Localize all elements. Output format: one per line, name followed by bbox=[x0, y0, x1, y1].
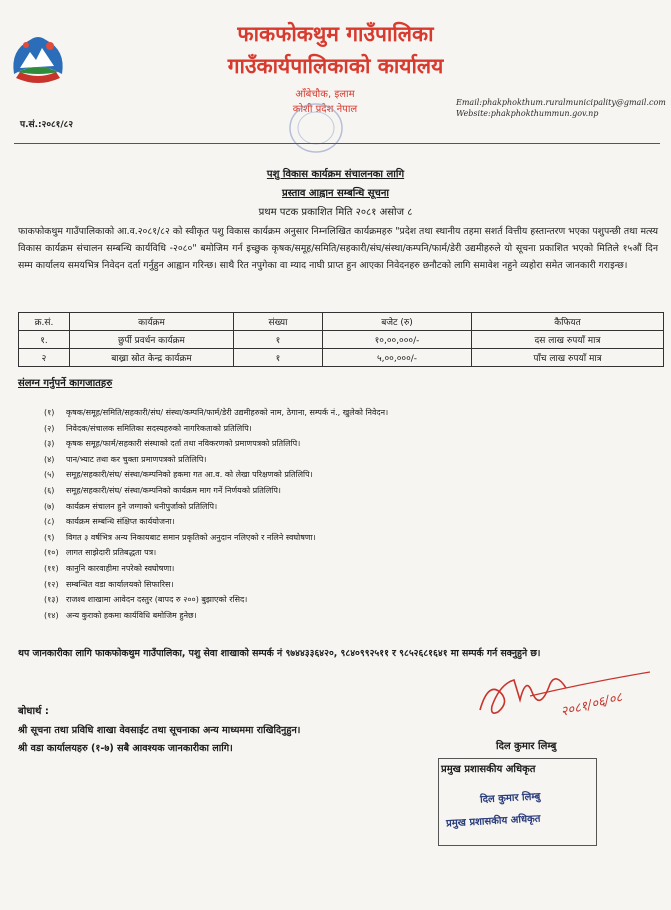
list-item-text: कृषक समूह/फार्म/सहकारी संस्थाको दर्ता तथा नविकरणको प्रमाणपत्रको प्रतिलिपि। bbox=[66, 439, 301, 449]
table-header-cell: कैफियत bbox=[472, 313, 664, 331]
list-item bbox=[44, 592, 388, 608]
list-item-text: पान/भ्याट तथा कर चुक्ता प्रमाणपत्रको प्रतिलिपि। bbox=[66, 454, 207, 464]
table-row bbox=[19, 349, 664, 367]
table-cell: २ bbox=[19, 349, 70, 367]
table-header-cell: कार्यक्रम bbox=[70, 313, 234, 331]
seal-designation: प्रमुख प्रशासकीय अधिकृत bbox=[445, 813, 541, 830]
address-line1: आँबेचौक, इलाम bbox=[295, 89, 355, 100]
table-cell: १ bbox=[234, 349, 323, 367]
table-cell: १. bbox=[19, 331, 70, 349]
table-row bbox=[19, 331, 664, 349]
list-item bbox=[44, 608, 388, 624]
list-item bbox=[44, 421, 388, 437]
seal-title: प्रमुख प्रशासकीय अधिकृत bbox=[441, 764, 536, 775]
handwritten-date: २०८१/०६/०८ bbox=[559, 690, 624, 720]
notice-heading: पशु विकास कार्यक्रम संचालनका लागि bbox=[266, 169, 405, 180]
notice-subheading: प्रस्ताव आह्वान सम्बन्धि सूचना bbox=[282, 188, 389, 199]
attachments-title: संलग्न गर्नुपर्ने कागजातहरु bbox=[18, 378, 113, 389]
website-text: Website:phakphokthummun.gov.np bbox=[456, 109, 599, 118]
list-item-text: कार्यक्रम संचालन हुने जग्गाको धनीपुर्जाको प्रतिलिपि। bbox=[66, 501, 218, 511]
table-cell: दस लाख रुपयाँ मात्र bbox=[472, 331, 664, 349]
bodharth-line2: श्री वडा कार्यालयहरु (१-७) सबै आवश्यक जानकारीका लागि। bbox=[18, 743, 233, 754]
table-cell: छुर्पी प्रवर्धन कार्यक्रम bbox=[70, 331, 234, 349]
list-item-text: सम्बन्धित वडा कार्यालयको सिफारिस। bbox=[66, 579, 174, 589]
list-item bbox=[44, 452, 388, 468]
list-item-text: निवेदक/संचालक समितिका सदस्यहरुको नागरिकताको प्रतिलिपि। bbox=[66, 423, 252, 433]
list-item-number: (१) bbox=[44, 408, 55, 417]
office-name-line1: फाकफोकथुम गाउँपालिका bbox=[237, 22, 434, 46]
table-cell: १ bbox=[234, 331, 323, 349]
list-item bbox=[44, 530, 388, 546]
office-stamp-icon bbox=[268, 98, 364, 154]
list-item-number: (८) bbox=[44, 517, 55, 527]
list-item-text: कार्यक्रम सम्बन्धि संक्षिप्त कार्ययोजना। bbox=[66, 517, 175, 527]
table-cell: ५,००,०००/- bbox=[323, 349, 472, 367]
list-item bbox=[44, 514, 388, 530]
list-item bbox=[44, 436, 388, 452]
list-item-number: (६) bbox=[44, 485, 55, 495]
list-item-text: समूह/सहकारी/संघ/ संस्था/कम्पनिको कार्यक्रम माग गर्ने निर्णयको प्रतिलिपि। bbox=[66, 485, 281, 495]
list-item-number: (१२) bbox=[44, 579, 59, 589]
header-divider bbox=[14, 143, 660, 144]
attachments-list bbox=[44, 405, 388, 623]
list-item-number: (११) bbox=[44, 563, 59, 573]
list-item-text: कानुनि कारवाहीमा नपरेको स्वघोषणा। bbox=[66, 563, 175, 573]
table-header-cell: संख्या bbox=[234, 313, 323, 331]
list-item-number: (१४) bbox=[44, 610, 59, 620]
list-item bbox=[44, 405, 388, 421]
table-cell: पाँच लाख रुपयाँ मात्र bbox=[472, 349, 664, 367]
table-cell: १०,००,०००/- bbox=[323, 331, 472, 349]
list-item bbox=[44, 545, 388, 561]
list-item bbox=[44, 467, 388, 483]
reference-number: प.सं.:२०८१/८२ bbox=[20, 120, 74, 130]
bodharth-line1: श्री सूचना तथा प्रविधि शाखा वेवसाईट तथा सूचनाका अन्य माध्यममा राखिदिनुहुन। bbox=[18, 725, 301, 736]
table-header-row bbox=[19, 313, 664, 331]
list-item-text: राजश्व शाखामा आवेदन दस्तुर (बापद रु २००) बुझाएको रसिद। bbox=[66, 595, 248, 605]
list-item bbox=[44, 577, 388, 593]
list-item-number: (४) bbox=[44, 454, 55, 464]
list-item-text: लागत साझेदारी प्रतिबद्धता पत्र। bbox=[66, 548, 157, 558]
handwritten-signature-icon bbox=[470, 662, 660, 722]
list-item bbox=[44, 483, 388, 499]
list-item-number: (३) bbox=[44, 439, 55, 449]
list-item-text: विगत ३ वर्षभित्र अन्य निकायबाट समान प्रकृतिको अनुदान नलिएको र नलिने स्वघोषणा। bbox=[66, 532, 316, 542]
table-header-cell: बजेट (रु) bbox=[323, 313, 472, 331]
contact-note: थप जानकारीका लागि फाकफोकथुम गाउँपालिका, पशु सेवा शाखाको सम्पर्क नं ९७४४३३६४२०, ९८४०९९२५११ र ९८५२६८१६४१ मा सम्पर्क गर्न सक्नुहुने छ। bbox=[18, 648, 541, 659]
list-item-text: कृषक/समूह/समिति/सहकारी/संघ/ संस्था/कम्पनि/फार्म/डेरी उद्यमीहरुको नाम, ठेगाना, सम्पर्क नं., खुलेको निवेदन। bbox=[66, 408, 389, 417]
list-item bbox=[44, 561, 388, 577]
contact-info bbox=[456, 97, 666, 119]
signatory-name: दिल कुमार लिम्बु bbox=[496, 741, 557, 752]
list-item-number: (७) bbox=[44, 501, 55, 511]
office-name-line2: गाउँकार्यपालिकाको कार्यालय bbox=[227, 54, 444, 78]
list-item-number: (२) bbox=[44, 423, 55, 433]
address-line2: कोशी प्रदेश नेपाल bbox=[292, 104, 358, 115]
table-header-cell: क्र.सं. bbox=[19, 313, 70, 331]
list-item bbox=[44, 499, 388, 515]
notice-paragraph: फाकफोकथुम गाउँपालिकाको आ.व.२०८१/८२ को स्वीकृत पशु विकास कार्यक्रम अनुसार निम्नलिखित कार्यक्रमहरु "प्रदेश तथा स्थानीय तहमा सशर्त वित्तीय हस्तान्तरण भएका पशुपन्छी तथा मत्स्य विकास कार्यक्रम संचालन सम्बन्धि कार्यविधि -२०८०" बमोजिम गर्न इच्छुक कृषक/समूह/समिति/सहकारी/संघ/संस्था/कम्पनि/फार्म/डेरी उद्यमीहरुले यो सूचना प्रकाशित भएको मितिले १५औं दिन सम्म कार्यालय समयभित्र निवेदन दर्ता गर्नुहुन आह्वान गरिन्छ। साथै रित नपुगेका वा म्याद नाघी प्राप्त हुन आएका निवेदनहरु छनौटको लागि समावेश नहुने व्यहोरा समेत जानकारी गराइन्छ। bbox=[18, 226, 658, 271]
table-cell: बाख्रा स्रोत केन्द्र कार्यक्रम bbox=[70, 349, 234, 367]
list-item-number: (५) bbox=[44, 470, 55, 480]
email-text: Email:phakphokthum.ruralmunicipality@gmail.com bbox=[456, 98, 666, 107]
seal-name: दिल कुमार लिम्बु bbox=[479, 791, 541, 806]
program-table bbox=[18, 312, 664, 367]
list-item-number: (९) bbox=[44, 532, 55, 542]
list-item-text: अन्य कुराको हकमा कार्यविधि बमोजिम हुनेछ। bbox=[66, 610, 197, 620]
list-item-number: (१३) bbox=[44, 595, 59, 605]
bodharth-title: बोधार्थ : bbox=[18, 706, 49, 717]
publication-date: प्रथम पटक प्रकाशित मिति २०८१ असोज ८ bbox=[258, 207, 413, 218]
list-item-text: समूह/सहकारी/संघ/ संस्था/कम्पनिको हकमा गत आ.व. को लेखा परिक्षणको प्रतिलिपि। bbox=[66, 470, 313, 480]
list-item-number: (१०) bbox=[44, 548, 59, 558]
